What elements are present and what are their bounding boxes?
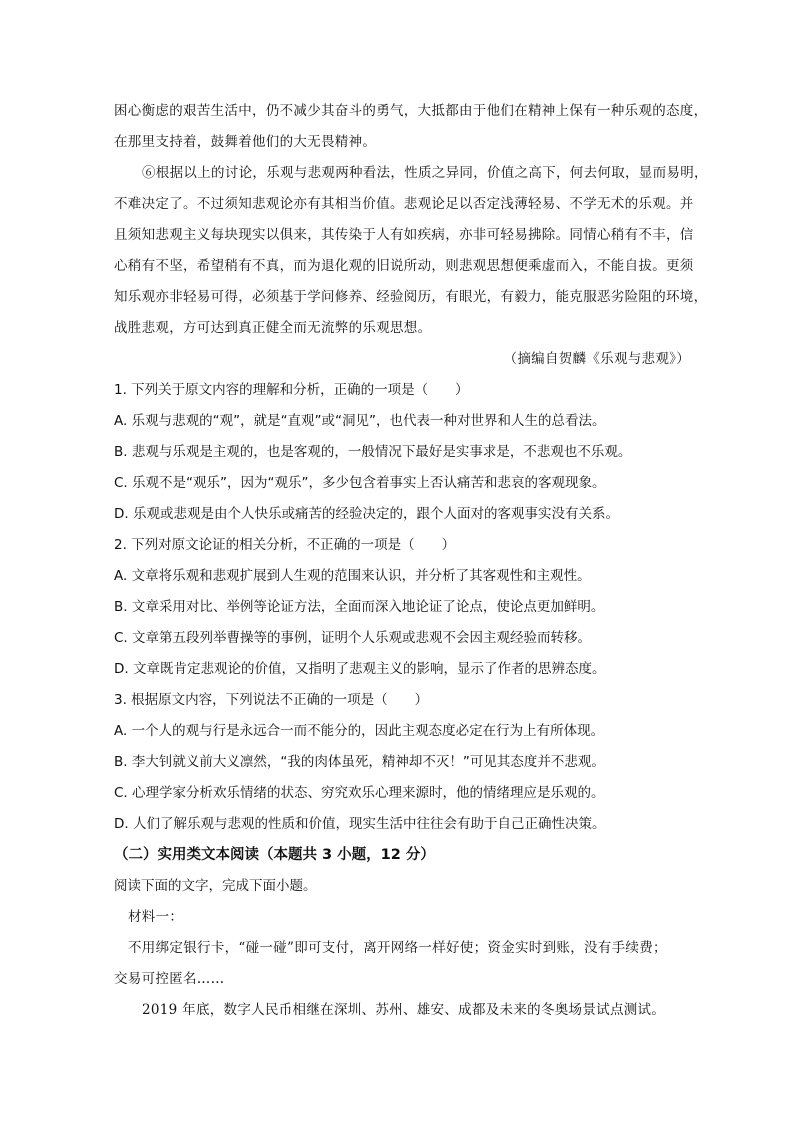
option-c: C. 乐观不是“观乐”，因为“观乐”，多少包含着事实上否认痛苦和悲哀的客观现象。 — [114, 475, 606, 491]
passage-end-paragraph — [114, 96, 708, 158]
text-line: 且须知悲观主义每块现实以俱来，其传染于人有如疾病，亦非可轻易拂除。同情心稍有不丰，信 — [114, 227, 694, 243]
option-c: C. 文章第五段列举曹操等的事例，证明个人乐观或悲观不会因主观经验而转移。 — [114, 630, 592, 646]
option-d: D. 文章既肯定悲观论的价值，又指明了悲观主义的影响，显示了作者的思辨态度。 — [114, 661, 606, 677]
text-line: 战胜悲观，方可达到真正健全而无流弊的乐观思想。 — [114, 320, 432, 336]
question-stem: 1. 下列关于原文内容的理解和分析，正确的一项是（ ） — [114, 382, 469, 398]
text-line: 不难决定了。不过须知悲观论亦有其相当价值。悲观论足以否定浅薄轻易、不学无术的乐观。并 — [114, 196, 694, 212]
section-heading: （二）实用类文本阅读（本题共 3 小题，12 分） — [114, 847, 435, 863]
material-label: 材料一： — [128, 909, 184, 925]
option-d: D. 人们了解乐观与悲观的性质和价值，现实生活中往往会有助于自己正确性决策。 — [114, 816, 606, 832]
option-a: A. 文章将乐观和悲观扩展到人生观的范围来认识，并分析了其客观性和主观性。 — [114, 568, 591, 584]
option-b: B. 李大钊就义前大义凛然，“我的肉体虽死，精神却不灭！”可见其态度并不悲观。 — [114, 754, 605, 770]
question-3 — [114, 685, 700, 840]
text-line: 2019 年底，数字人民币相继在深圳、苏州、雄安、成都及未来的冬奥场景试点测试。 — [142, 1002, 666, 1018]
question-stem: 2. 下列对原文论证的相关分析，不正确的一项是（ ） — [114, 537, 456, 553]
text-line: 不用绑定银行卡，“碰一碰”即可支付，离开网络一样好使；资金实时到账，没有手续费； — [128, 940, 667, 956]
question-1 — [114, 375, 700, 530]
text-line: ⑥根据以上的讨论，乐观与悲观两种看法，性质之异同，价值之高下，何去何取，显而易明， — [142, 165, 708, 181]
option-a: A. 一个人的观与行是永远合一而不能分的，因此主观态度必定在行为上有所体现。 — [114, 723, 605, 739]
option-a: A. 乐观与悲观的“观”，就是“直观”或“洞见”，也代表一种对世界和人生的总看法。 — [114, 413, 606, 429]
source-citation: （摘编自贺麟《乐观与悲观》） — [503, 351, 690, 367]
document-page — [114, 96, 708, 1026]
instruction-text: 阅读下面的文字，完成下面小题。 — [114, 878, 317, 894]
question-2 — [114, 530, 700, 685]
text-line: 困心衡虑的艰苦生活中，仍不减少其奋斗的勇气，大抵都由于他们在精神上保有一种乐观的态度， — [114, 103, 708, 119]
option-b: B. 文章采用对比、举例等论证方法，全面而深入地论证了论点，使论点更加鲜明。 — [114, 599, 605, 615]
option-b: B. 悲观与乐观是主观的，也是客观的，一般情况下最好是实事求是，不悲观也不乐观。 — [114, 444, 632, 460]
text-line: 交易可控匿名…… — [114, 971, 225, 987]
option-d: D. 乐观或悲观是由个人快乐或痛苦的经验决定的，跟个人面对的客观事实没有关系。 — [114, 506, 619, 522]
option-c: C. 心理学家分析欢乐情绪的状态、穷究欢乐心理来源时，他的情绪理应是乐观的。 — [114, 785, 605, 801]
text-line: 知乐观亦非轻易可得，必须基于学问修养、经验阅历，有眼光，有毅力，能克服恶劣险阻的环境， — [114, 289, 708, 305]
text-line: 心稍有不坚，希望稍有不真，而为退化观的旧说所动，则悲观思想便乘虚而入，不能自拔。更须 — [114, 258, 694, 274]
text-line: 在那里支持着，鼓舞着他们的大无畏精神。 — [114, 134, 377, 150]
question-stem: 3. 根据原文内容，下列说法不正确的一项是（ ） — [114, 692, 429, 708]
paragraph-6 — [114, 158, 708, 344]
